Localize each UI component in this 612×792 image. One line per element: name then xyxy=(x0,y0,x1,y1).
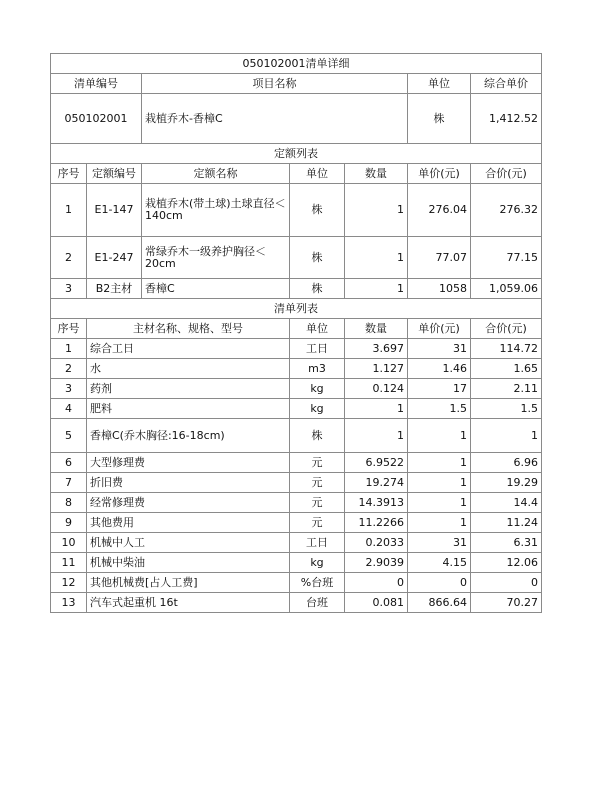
table-row xyxy=(51,453,542,473)
quota-header-no: 序号 xyxy=(51,164,87,184)
material-name: 折旧费 xyxy=(87,473,290,493)
material-price: 4.15 xyxy=(408,553,471,573)
material-unit: 元 xyxy=(290,513,345,533)
bill-detail-table xyxy=(50,53,542,613)
quota-unit: 株 xyxy=(290,184,345,237)
material-unit: kg xyxy=(290,379,345,399)
material-qty: 2.9039 xyxy=(345,553,408,573)
item-unit: 株 xyxy=(408,94,471,144)
quota-total: 77.15 xyxy=(471,237,542,279)
materials-rows xyxy=(51,339,542,613)
material-total: 6.31 xyxy=(471,533,542,553)
quota-price: 276.04 xyxy=(408,184,471,237)
quota-header-price: 单价(元) xyxy=(408,164,471,184)
material-unit: 元 xyxy=(290,453,345,473)
table-row xyxy=(51,473,542,493)
item-row xyxy=(51,94,542,144)
material-no: 12 xyxy=(51,573,87,593)
materials-header-row xyxy=(51,319,542,339)
table-row xyxy=(51,513,542,533)
material-name: 机械中人工 xyxy=(87,533,290,553)
material-price: 1 xyxy=(408,473,471,493)
quota-name: 常绿乔木一级养护胸径＜20cm xyxy=(142,237,290,279)
table-row xyxy=(51,279,542,299)
material-unit: %台班 xyxy=(290,573,345,593)
quota-name: 香樟C xyxy=(142,279,290,299)
quota-unit: 株 xyxy=(290,237,345,279)
material-total: 12.06 xyxy=(471,553,542,573)
materials-header-price: 单价(元) xyxy=(408,319,471,339)
material-no: 11 xyxy=(51,553,87,573)
material-total: 11.24 xyxy=(471,513,542,533)
material-no: 9 xyxy=(51,513,87,533)
table-row xyxy=(51,493,542,513)
quota-no: 2 xyxy=(51,237,87,279)
material-name: 其他机械费[占人工费] xyxy=(87,573,290,593)
material-no: 2 xyxy=(51,359,87,379)
material-qty: 3.697 xyxy=(345,339,408,359)
material-total: 1.5 xyxy=(471,399,542,419)
header-unit: 单位 xyxy=(408,74,471,94)
material-total: 6.96 xyxy=(471,453,542,473)
material-name: 机械中柴油 xyxy=(87,553,290,573)
material-unit: 元 xyxy=(290,473,345,493)
material-no: 7 xyxy=(51,473,87,493)
material-no: 10 xyxy=(51,533,87,553)
quota-code: E1-247 xyxy=(87,237,142,279)
quota-header-code: 定额编号 xyxy=(87,164,142,184)
material-total: 2.11 xyxy=(471,379,542,399)
material-name: 大型修理费 xyxy=(87,453,290,473)
header-item-name: 项目名称 xyxy=(142,74,408,94)
item-header-row xyxy=(51,74,542,94)
table-row xyxy=(51,184,542,237)
material-unit: kg xyxy=(290,553,345,573)
table-row xyxy=(51,339,542,359)
material-no: 13 xyxy=(51,593,87,613)
material-qty: 6.9522 xyxy=(345,453,408,473)
material-total: 1 xyxy=(471,419,542,453)
quota-header-total: 合价(元) xyxy=(471,164,542,184)
table-row xyxy=(51,593,542,613)
table-row xyxy=(51,419,542,453)
material-qty: 1 xyxy=(345,399,408,419)
quota-qty: 1 xyxy=(345,279,408,299)
material-unit: m3 xyxy=(290,359,345,379)
material-no: 1 xyxy=(51,339,87,359)
material-qty: 14.3913 xyxy=(345,493,408,513)
material-name: 水 xyxy=(87,359,290,379)
header-bill-code: 清单编号 xyxy=(51,74,142,94)
material-total: 114.72 xyxy=(471,339,542,359)
material-qty: 0.081 xyxy=(345,593,408,613)
material-price: 1 xyxy=(408,419,471,453)
material-price: 0 xyxy=(408,573,471,593)
material-no: 3 xyxy=(51,379,87,399)
quota-code: E1-147 xyxy=(87,184,142,237)
table-row xyxy=(51,573,542,593)
quota-qty: 1 xyxy=(345,237,408,279)
table-row xyxy=(51,237,542,279)
material-qty: 11.2266 xyxy=(345,513,408,533)
table-row xyxy=(51,399,542,419)
materials-header-unit: 单位 xyxy=(290,319,345,339)
material-price: 1.5 xyxy=(408,399,471,419)
table-row xyxy=(51,553,542,573)
material-unit: 工日 xyxy=(290,339,345,359)
quota-name: 栽植乔木(带土球)土球直径＜140cm xyxy=(142,184,290,237)
quota-header-name: 定额名称 xyxy=(142,164,290,184)
material-name: 其他费用 xyxy=(87,513,290,533)
quota-section-title: 定额列表 xyxy=(51,144,542,164)
quota-no: 1 xyxy=(51,184,87,237)
quota-header-row xyxy=(51,164,542,184)
material-price: 1.46 xyxy=(408,359,471,379)
material-total: 14.4 xyxy=(471,493,542,513)
material-total: 70.27 xyxy=(471,593,542,613)
materials-header-no: 序号 xyxy=(51,319,87,339)
material-total: 0 xyxy=(471,573,542,593)
quota-total: 276.32 xyxy=(471,184,542,237)
material-total: 1.65 xyxy=(471,359,542,379)
material-unit: 台班 xyxy=(290,593,345,613)
material-qty: 1.127 xyxy=(345,359,408,379)
material-no: 8 xyxy=(51,493,87,513)
material-name: 药剂 xyxy=(87,379,290,399)
material-price: 1 xyxy=(408,513,471,533)
quota-qty: 1 xyxy=(345,184,408,237)
material-no: 4 xyxy=(51,399,87,419)
table-title: 050102001清单详细 xyxy=(51,54,542,74)
quota-total: 1,059.06 xyxy=(471,279,542,299)
material-price: 31 xyxy=(408,533,471,553)
quota-price: 1058 xyxy=(408,279,471,299)
material-unit: 株 xyxy=(290,419,345,453)
materials-header-qty: 数量 xyxy=(345,319,408,339)
material-qty: 19.274 xyxy=(345,473,408,493)
material-price: 866.64 xyxy=(408,593,471,613)
material-no: 6 xyxy=(51,453,87,473)
material-name: 汽车式起重机 16t xyxy=(87,593,290,613)
material-unit: 元 xyxy=(290,493,345,513)
item-price: 1,412.52 xyxy=(471,94,542,144)
table-row xyxy=(51,359,542,379)
material-price: 17 xyxy=(408,379,471,399)
material-qty: 0.2033 xyxy=(345,533,408,553)
materials-header-name: 主材名称、规格、型号 xyxy=(87,319,290,339)
material-unit: 工日 xyxy=(290,533,345,553)
quota-no: 3 xyxy=(51,279,87,299)
quota-header-unit: 单位 xyxy=(290,164,345,184)
quota-unit: 株 xyxy=(290,279,345,299)
material-price: 1 xyxy=(408,493,471,513)
material-qty: 1 xyxy=(345,419,408,453)
material-unit: kg xyxy=(290,399,345,419)
material-name: 香樟C(乔木胸径:16-18cm) xyxy=(87,419,290,453)
material-no: 5 xyxy=(51,419,87,453)
header-unit-price: 综合单价 xyxy=(471,74,542,94)
material-price: 1 xyxy=(408,453,471,473)
material-total: 19.29 xyxy=(471,473,542,493)
materials-header-total: 合价(元) xyxy=(471,319,542,339)
item-name: 栽植乔木-香樟C xyxy=(142,94,408,144)
item-code: 050102001 xyxy=(51,94,142,144)
material-name: 肥料 xyxy=(87,399,290,419)
material-name: 综合工日 xyxy=(87,339,290,359)
material-price: 31 xyxy=(408,339,471,359)
quota-price: 77.07 xyxy=(408,237,471,279)
table-row xyxy=(51,379,542,399)
material-qty: 0.124 xyxy=(345,379,408,399)
quota-code: B2主材 xyxy=(87,279,142,299)
quota-header-qty: 数量 xyxy=(345,164,408,184)
material-qty: 0 xyxy=(345,573,408,593)
table-row xyxy=(51,533,542,553)
material-name: 经常修理费 xyxy=(87,493,290,513)
materials-section-title: 清单列表 xyxy=(51,299,542,319)
